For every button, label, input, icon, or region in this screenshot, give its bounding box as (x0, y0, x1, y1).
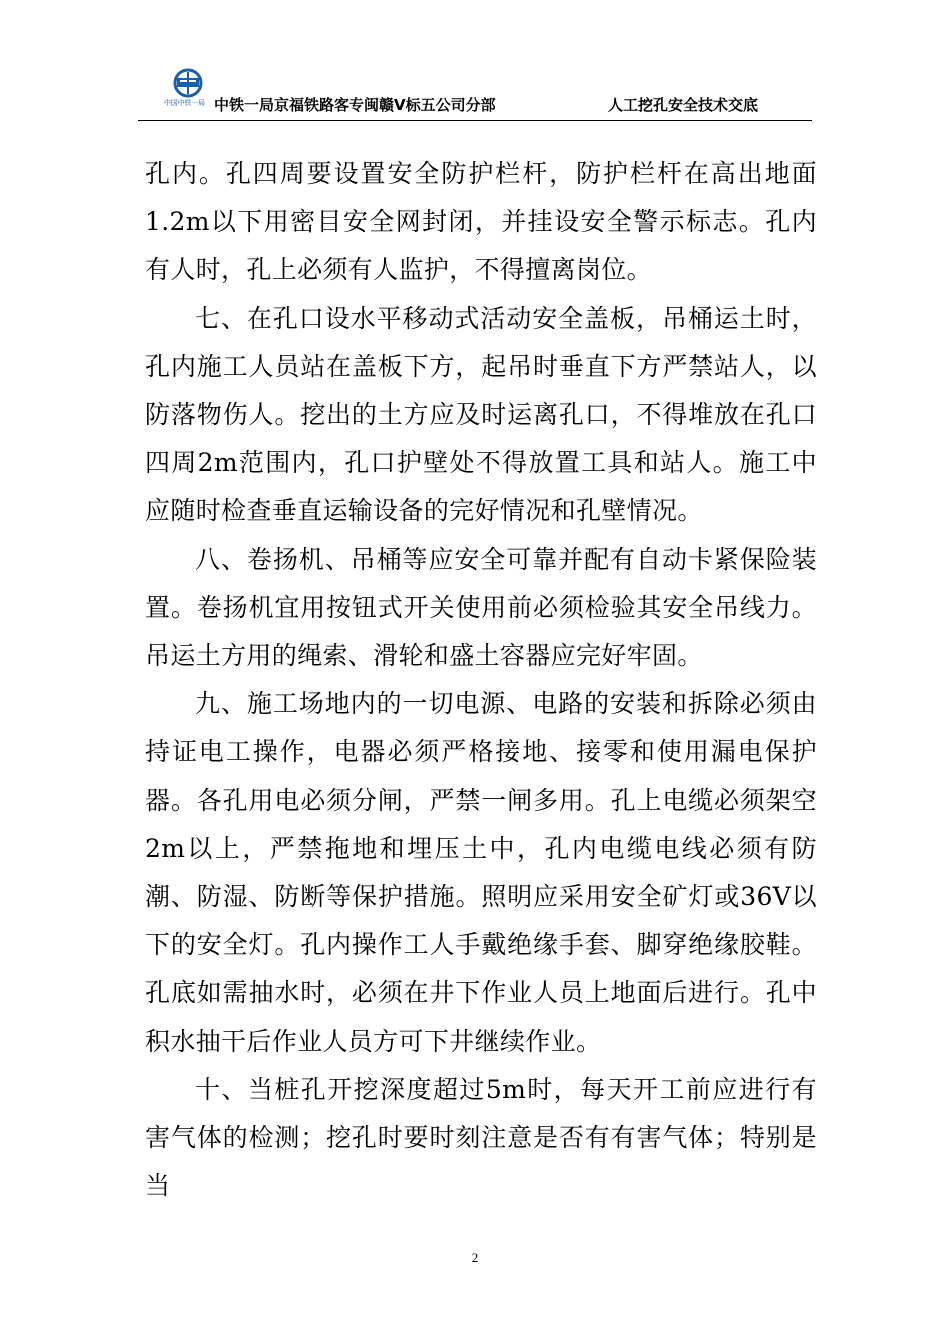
paragraph-section-9: 九、施工场地内的一切电源、电路的安装和拆除必须由持证电工操作，电器必须严格接地、接零和使用漏电保护器。各孔用电必须分闸，严禁一闸多用。孔上电缆必须架空2m以上，严禁拖地和埋压土中，孔内电缆电线必须有防潮、防湿、防断等保护措施。照明应采用安全矿灯或36V以下的安全灯。孔内操作工人手戴绝缘手套、脚穿绝缘胶鞋。孔底如需抽水时，必须在井下作业人员上地面后进行。孔中积水抽干后作业人员方可下井继续作业。 (145, 689, 817, 1056)
header-divider (138, 120, 812, 121)
page-header (138, 66, 812, 120)
paragraph-section-8: 八、卷扬机、吊桶等应安全可靠并配有自动卡紧保险装置。卷扬机宜用按钮式开关使用前必须检验其安全吊线力。吊运土方用的绳索、滑轮和盛土容器应完好牢固。 (145, 544, 817, 671)
header-organization: 中铁一局京福铁路客专闽赣Ⅴ标五公司分部 (214, 96, 496, 114)
paragraph-continuation: 孔内。孔四周要设置安全防护栏杆，防护栏杆在高出地面1.2m以下用密目安全网封闭，并挂设安全警示标志。孔内有人时，孔上必须有人监护，不得擅离岗位。 (145, 159, 817, 285)
header-document-title: 人工挖孔安全技术交底 (608, 96, 759, 114)
document-body (145, 150, 817, 1210)
logo-caption: 中国中铁一局 (164, 99, 205, 107)
page-number: 2 (471, 1250, 479, 1265)
paragraph-section-10: 十、当桩孔开挖深度超过5m时，每天开工前应进行有害气体的检测；挖孔时要时刻注意是否有有害气体；特别是当 (145, 1074, 817, 1201)
paragraph-section-7: 七、在孔口设水平移动式活动安全盖板，吊桶运土时，孔内施工人员站在盖板下方，起吊时垂直下方严禁站人，以防落物伤人。挖出的土方应及时运离孔口，不得堆放在孔口四周2m范围内，孔口护壁处不得放置工具和站人。施工中应随时检查垂直运输设备的完好情况和孔壁情况。 (145, 303, 817, 526)
